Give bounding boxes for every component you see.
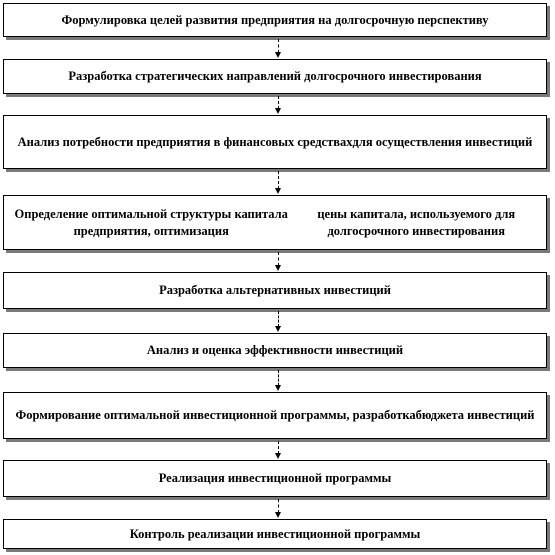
arrow-6-to-7 — [275, 370, 282, 391]
arrow-5-to-6 — [275, 311, 282, 332]
step-5-box — [3, 272, 547, 309]
step-2-box — [3, 59, 547, 94]
step-3-box — [3, 115, 547, 169]
step-4-box — [3, 195, 547, 250]
step-5-line-1: Разработка альтернативных инвестиций — [159, 283, 391, 297]
arrow-2-to-3 — [275, 96, 282, 114]
step-4-line-2: цены капитала, используемого для долгосрочного инвестирования — [317, 206, 516, 238]
step-7-line-2: бюджета инвестиций — [415, 408, 535, 422]
arrow-3-to-4 — [275, 171, 282, 194]
step-9-line-1: Контроль реализации инвестиционной программы — [129, 526, 421, 541]
arrow-4-to-5 — [275, 252, 282, 271]
step-6-box — [3, 333, 547, 368]
step-3-line-1: Анализ потребности предприятия в финансовых средствах — [17, 134, 353, 149]
arrow-1-to-2 — [275, 39, 282, 58]
step-1-line-1: Формулировка целей развития предприятия на долгосрочную перспективу — [61, 12, 489, 27]
step-8-box — [3, 460, 547, 497]
step-1-box — [3, 3, 547, 37]
step-8-line-1: Реализация инвестиционной программы — [158, 471, 392, 485]
step-3-line-2: для осуществления инвестиций — [352, 134, 533, 149]
step-7-box — [3, 392, 547, 439]
step-2-line-1: Разработка стратегических направлений долгосрочного инвестирования — [68, 69, 482, 83]
step-4-line-1: Определение оптимальной структуры капитала предприятия, оптимизация — [14, 206, 288, 238]
step-7-line-1: Формирование оптимальной инвестиционной программы, разработка — [15, 408, 416, 422]
step-6-line-1: Анализ и оценка эффективности инвестиций — [146, 343, 404, 357]
step-9-box — [3, 519, 547, 549]
arrow-8-to-9 — [275, 499, 282, 518]
arrow-7-to-8 — [275, 441, 282, 459]
